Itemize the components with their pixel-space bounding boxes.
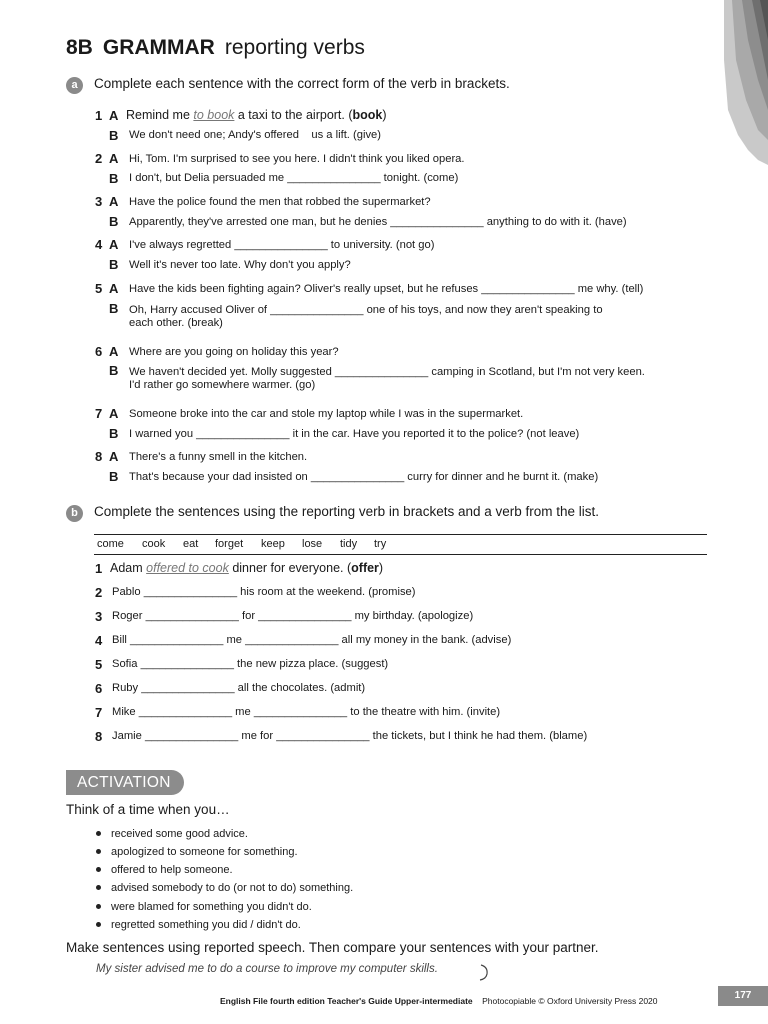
word-list-item: keep — [261, 538, 285, 550]
item-a7-speaker-a: A — [109, 406, 119, 421]
item-a7-line-a: Someone broke into the car and stole my laptop while I was in the supermarket. — [129, 408, 524, 420]
item-a1-answer: to book — [193, 108, 235, 122]
item-a3-speaker-b: B — [109, 214, 119, 229]
item-a3-number: 3 — [95, 194, 103, 209]
item-a8-line-b: That's because your dad insisted on _______________ curry for dinner and he burnt it. (make) — [129, 471, 599, 483]
item-b5-number: 5 — [95, 657, 103, 672]
item-b6-line: Ruby _______________ all the chocolates. (admit) — [112, 682, 366, 694]
item-a1-speaker-b: B — [109, 128, 119, 143]
item-a5-line-b: Oh, Harry accused Oliver of _______________ one of his toys, and now they aren't speaking to — [129, 304, 603, 316]
item-a6-speaker-a: A — [109, 344, 119, 359]
item-a6-line-b-cont: I'd rather go somewhere warmer. (go) — [129, 379, 316, 391]
item-a5-line-b-cont: each other. (break) — [129, 317, 223, 329]
item-b1-post: ) — [378, 561, 384, 575]
item-b8-line: Jamie _______________ me for _______________ the tickets, but I think he had them. (blame) — [112, 730, 588, 742]
item-a8-speaker-a: A — [109, 449, 119, 464]
item-a6-line-a: Where are you going on holiday this year? — [129, 346, 339, 358]
activation-task: Make sentences using reported speech. Then compare your sentences with your partner. — [66, 940, 599, 955]
item-b2-number: 2 — [95, 585, 103, 600]
item-a1-verb: book — [352, 108, 383, 122]
word-list-item: come — [97, 538, 124, 550]
bullet-text: apologized to someone for something. — [111, 846, 298, 858]
bullet-dot — [96, 849, 101, 854]
section-name: GRAMMAR — [102, 36, 215, 59]
item-b6-number: 6 — [95, 681, 103, 696]
word-list-item: cook — [142, 538, 166, 550]
item-a2-number: 2 — [95, 151, 103, 166]
item-a1-post: ) — [382, 108, 387, 122]
footer-copyright: Photocopiable © Oxford University Press 2020 — [482, 996, 658, 1006]
bullet-item — [96, 901, 312, 913]
word-list-item: lose — [302, 538, 323, 550]
item-a2-speaker-a: A — [109, 151, 119, 166]
item-a2-speaker-b: B — [109, 171, 119, 186]
item-b3-line: Roger _______________ for _______________ my birthday. (apologize) — [112, 610, 474, 622]
item-b3-number: 3 — [95, 609, 103, 624]
word-list-item: tidy — [340, 538, 358, 550]
item-a7-speaker-b: B — [109, 426, 119, 441]
bullet-dot — [96, 885, 101, 890]
bullet-text: were blamed for something you didn't do. — [111, 901, 312, 913]
item-a7-number: 7 — [95, 406, 103, 421]
item-a5-speaker-b: B — [109, 301, 119, 316]
item-a2-line-b: I don't, but Delia persuaded me _______________ tonight. (come) — [129, 172, 459, 184]
item-b1-number: 1 — [95, 561, 103, 576]
bullet-text: received some good advice. — [111, 828, 248, 840]
item-b2-line: Pablo _______________ his room at the weekend. (promise) — [112, 586, 416, 598]
item-b4-number: 4 — [95, 633, 103, 648]
item-b1-line — [110, 561, 383, 575]
item-a8-line-a: There's a funny smell in the kitchen. — [129, 451, 308, 463]
item-a1-line-b: We don't need one; Andy's offered us a lift. (give) — [129, 129, 381, 141]
item-a4-line-a: I've always regretted _______________ to university. (not go) — [129, 239, 435, 251]
item-a1-number: 1 — [95, 108, 103, 123]
corner-decoration — [718, 0, 768, 165]
item-a6-line-b: We haven't decided yet. Molly suggested _______________ camping in Scotland, but I'm not very keen. — [129, 366, 645, 378]
item-a6-speaker-b: B — [109, 363, 119, 378]
bullet-dot — [96, 922, 101, 927]
bullet-item — [96, 882, 353, 894]
bullet-dot — [96, 904, 101, 909]
word-list-item: forget — [215, 538, 244, 550]
bullet-dot — [96, 831, 101, 836]
exercise-a-instruction: Complete each sentence with the correct form of the verb in brackets. — [94, 76, 510, 91]
bullet-text: offered to help someone. — [111, 864, 233, 876]
item-a4-line-b: Well it's never too late. Why don't you apply? — [129, 259, 351, 271]
unit-code: 8B — [66, 36, 93, 59]
example-sentence: My sister advised me to do a course to improve my computer skills. — [96, 963, 438, 975]
item-a7-line-b: I warned you _______________ it in the car. Have you reported it to the police? (not leave) — [129, 428, 580, 440]
item-a5-line-a: Have the kids been fighting again? Oliver's really upset, but he refuses _______________ me why. (tell) — [129, 283, 644, 295]
exercise-a-badge: a — [66, 77, 83, 94]
item-a6-number: 6 — [95, 344, 103, 359]
bullet-dot — [96, 867, 101, 872]
page-number: 177 — [718, 986, 768, 1006]
word-list-top-rule — [94, 534, 707, 535]
activation-prompt: Think of a time when you… — [66, 802, 230, 817]
bullet-text: advised somebody to do (or not to do) something. — [111, 882, 354, 894]
item-a2-line-a: Hi, Tom. I'm surprised to see you here. I didn't think you liked opera. — [129, 153, 465, 165]
item-a8-speaker-b: B — [109, 469, 119, 484]
item-a1-pre: Remind me — [126, 108, 194, 122]
word-list-item: try — [374, 538, 387, 550]
topic-name: reporting verbs — [224, 36, 365, 59]
item-b1-pre: Adam — [110, 561, 147, 575]
item-b7-line: Mike _______________ me _______________ to the theatre with him. (invite) — [112, 706, 501, 718]
exercise-b-instruction: Complete the sentences using the reporting verb in brackets and a verb from the list. — [94, 504, 600, 519]
item-a1-line-a — [126, 108, 387, 122]
item-a8-number: 8 — [95, 449, 103, 464]
item-b1-mid: dinner for everyone. ( — [228, 561, 352, 575]
bullet-item — [96, 846, 298, 858]
bullet-item — [96, 919, 301, 931]
page-title — [66, 36, 365, 60]
bullet-item — [96, 828, 248, 840]
item-a3-line-a: Have the police found the men that robbed the supermarket? — [129, 196, 431, 208]
bullet-item — [96, 864, 233, 876]
activation-banner: ACTIVATION — [66, 770, 184, 795]
item-b4-line: Bill _______________ me _______________ all my money in the bank. (advise) — [112, 634, 512, 646]
footer — [220, 996, 658, 1006]
exercise-b-badge: b — [66, 505, 83, 522]
bullet-text: regretted something you did / didn't do. — [111, 919, 301, 931]
item-b5-line: Sofia _______________ the new pizza place. (suggest) — [112, 658, 389, 670]
footer-book-title: English File fourth edition Teacher's Guide Upper-intermediate — [220, 996, 473, 1006]
item-a4-speaker-b: B — [109, 257, 119, 272]
item-a4-number: 4 — [95, 237, 103, 252]
item-b1-verb: offer — [351, 561, 379, 575]
item-b8-number: 8 — [95, 729, 103, 744]
word-list-item: eat — [183, 538, 199, 550]
item-b7-number: 7 — [95, 705, 103, 720]
item-a5-number: 5 — [95, 281, 103, 296]
item-a3-speaker-a: A — [109, 194, 119, 209]
word-list-bottom-rule — [94, 554, 707, 555]
handwriting-mark — [478, 963, 492, 983]
item-a3-line-b: Apparently, they've arrested one man, but he denies _______________ anything to do with it. (have) — [129, 216, 627, 228]
item-a1-mid: a taxi to the airport. ( — [234, 108, 353, 122]
item-b1-answer: offered to cook — [146, 561, 229, 575]
item-a1-speaker-a: A — [109, 108, 119, 123]
item-a4-speaker-a: A — [109, 237, 119, 252]
item-a5-speaker-a: A — [109, 281, 119, 296]
